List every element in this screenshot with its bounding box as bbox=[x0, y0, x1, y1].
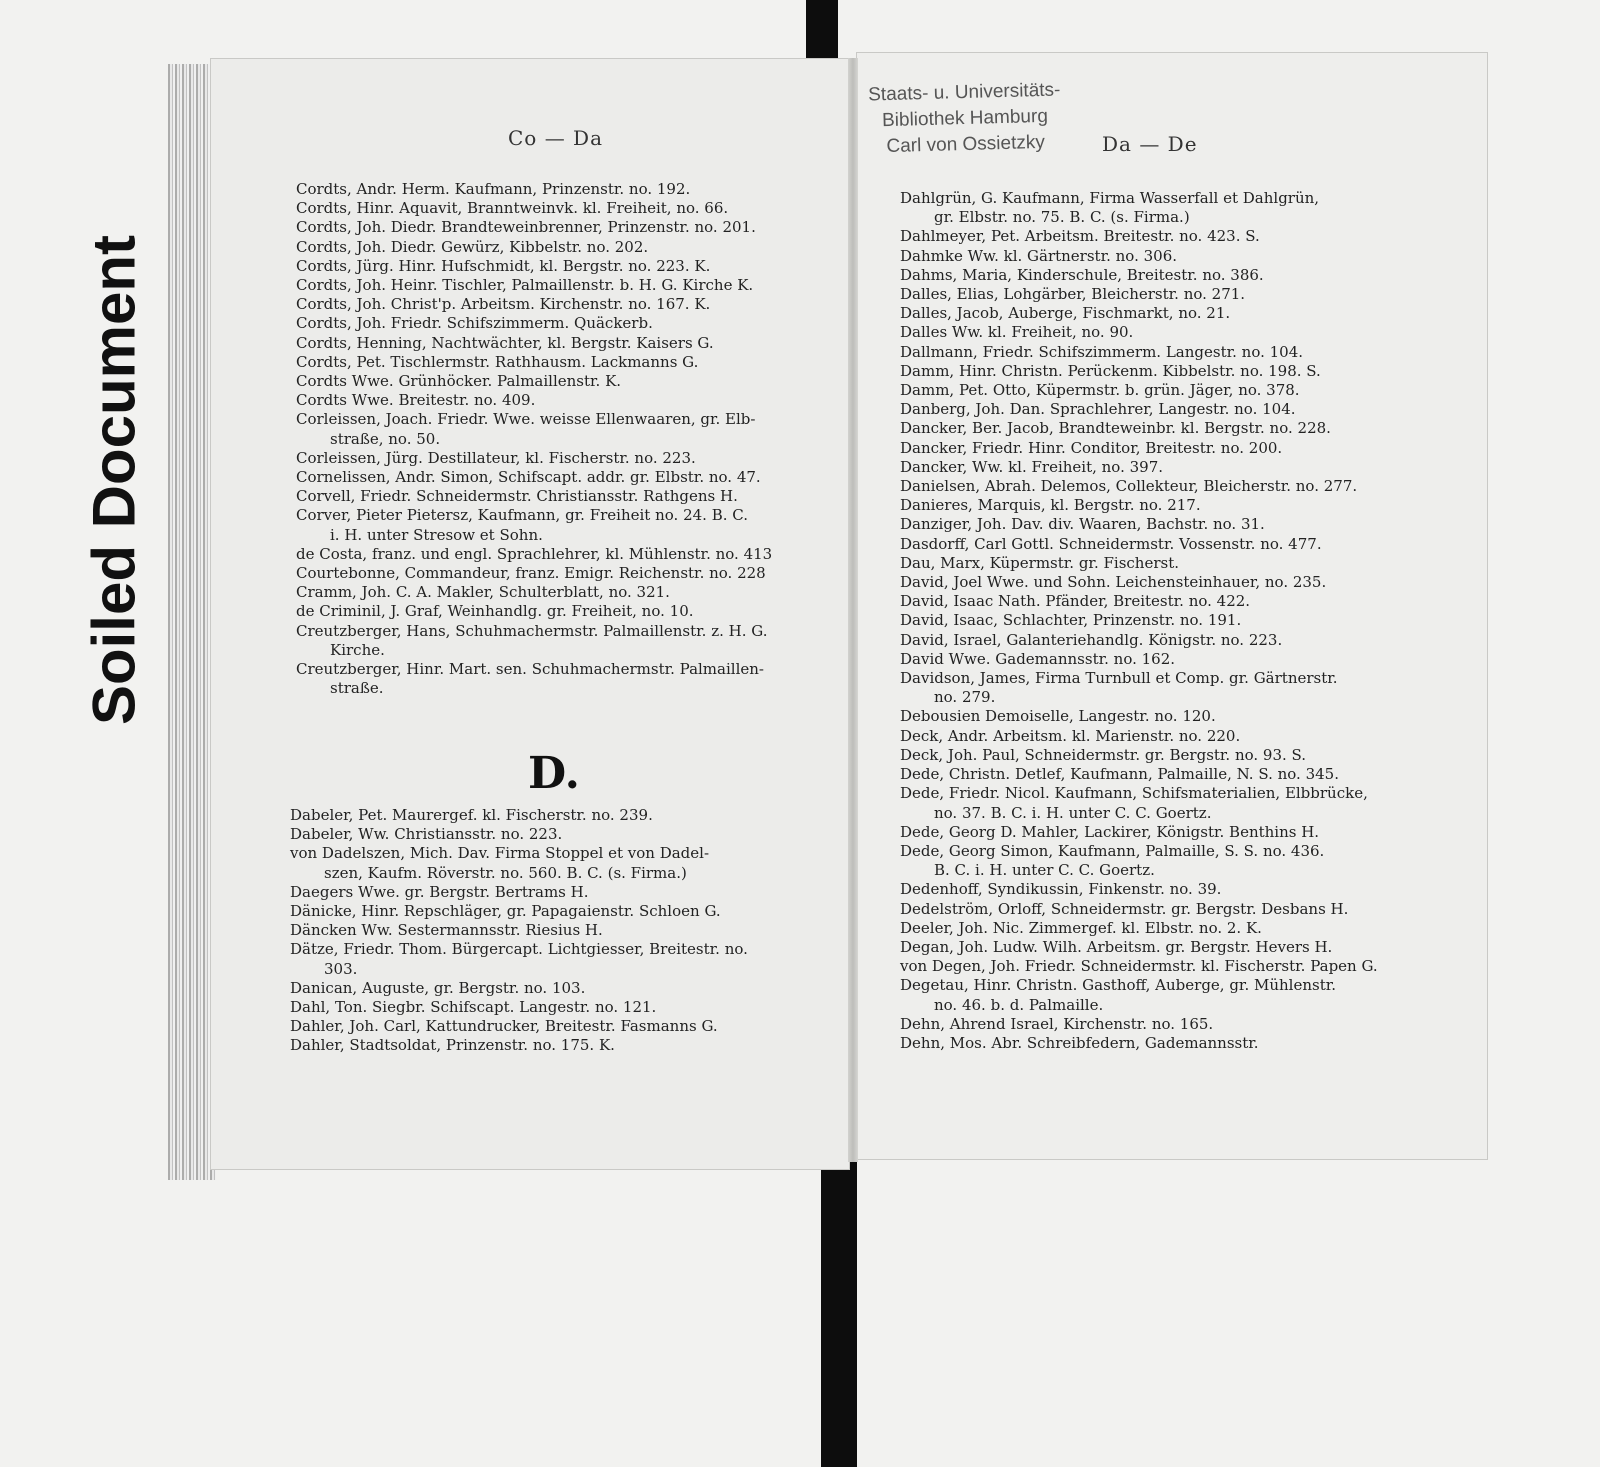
directory-entry: Corver, Pieter Pietersz, Kaufmann, gr. Freiheit no. 24. B. C. bbox=[296, 506, 748, 525]
directory-entry-continuation: gr. Elbstr. no. 75. B. C. (s. Firma.) bbox=[934, 208, 1190, 227]
directory-entry: von Degen, Joh. Friedr. Schneidermstr. kl. Fischerstr. Papen G. bbox=[900, 957, 1378, 976]
directory-entry: Dede, Georg Simon, Kaufmann, Palmaille, S. S. no. 436. bbox=[900, 841, 1325, 860]
directory-entry: Danican, Auguste, gr. Bergstr. no. 103. bbox=[290, 978, 586, 997]
directory-entry: Dahler, Joh. Carl, Kattundrucker, Breitestr. Fasmanns G. bbox=[290, 1017, 718, 1036]
directory-entry: de Costa, franz. und engl. Sprachlehrer, kl. Mühlenstr. no. 413 bbox=[296, 544, 773, 563]
directory-entry: Danziger, Joh. Dav. div. Waaren, Bachstr. no. 31. bbox=[900, 515, 1265, 534]
directory-entry: Cordts, Jürg. Hinr. Hufschmidt, kl. Bergstr. no. 223. K. bbox=[296, 256, 711, 275]
directory-entry: Dau, Marx, Küpermstr. gr. Fischerst. bbox=[900, 553, 1179, 572]
directory-entry: Dancker, Ber. Jacob, Brandteweinbr. kl. Bergstr. no. 228. bbox=[900, 419, 1331, 438]
directory-entry: Courtebonne, Commandeur, franz. Emigr. Reichenstr. no. 228 bbox=[296, 564, 766, 583]
directory-entry: Degetau, Hinr. Christn. Gasthoff, Auberge, gr. Mühlenstr. bbox=[900, 976, 1337, 995]
directory-entry: Damm, Pet. Otto, Küpermstr. b. grün. Jäger, no. 378. bbox=[900, 381, 1300, 400]
stamp-line: Bibliothek Hamburg bbox=[881, 105, 1049, 132]
directory-entry: Cordts, Henning, Nachtwächter, kl. Bergstr. Kaisers G. bbox=[296, 333, 714, 352]
directory-entry: Dalles Ww. kl. Freiheit, no. 90. bbox=[900, 323, 1134, 342]
directory-entry: Cordts, Joh. Heinr. Tischler, Palmaillenstr. b. H. G. Kirche K. bbox=[296, 276, 754, 295]
directory-entry-continuation: B. C. i. H. unter C. C. Goertz. bbox=[934, 861, 1155, 880]
directory-entry: Deck, Joh. Paul, Schneidermstr. gr. Bergstr. no. 93. S. bbox=[900, 745, 1307, 764]
directory-entry: Deeler, Joh. Nic. Zimmergef. kl. Elbstr. no. 2. K. bbox=[900, 918, 1262, 937]
directory-entry: David, Israel, Galanteriehandlg. Königstr. no. 223. bbox=[900, 630, 1283, 649]
directory-entry: Cordts, Joh. Diedr. Brandteweinbrenner, Prinzenstr. no. 201. bbox=[296, 218, 756, 237]
page-edge-stack bbox=[168, 64, 216, 1180]
directory-entry: Creutzberger, Hans, Schuhmachermstr. Palmaillenstr. z. H. G. bbox=[296, 621, 768, 640]
directory-entry: Corleissen, Joach. Friedr. Wwe. weisse Ellenwaaren, gr. Elb- bbox=[296, 410, 756, 429]
directory-entry: Cordts, Joh. Friedr. Schifszimmerm. Quäckerb. bbox=[296, 314, 653, 333]
directory-entry: Dätze, Friedr. Thom. Bürgercapt. Lichtgiesser, Breitestr. no. bbox=[290, 940, 748, 959]
left-d-entries-list bbox=[290, 806, 810, 1056]
directory-entry: Cordts Wwe. Breitestr. no. 409. bbox=[296, 391, 536, 410]
directory-entry: Deck, Andr. Arbeitsm. kl. Marienstr. no. 220. bbox=[900, 726, 1241, 745]
directory-entry: Däncken Ww. Sestermannsstr. Riesius H. bbox=[290, 921, 603, 940]
directory-entry: Dedelström, Orloff, Schneidermstr. gr. Bergstr. Desbans H. bbox=[900, 899, 1349, 918]
directory-entry: Davidson, James, Firma Turnbull et Comp. gr. Gärtnerstr. bbox=[900, 669, 1338, 688]
directory-entry: Dede, Christn. Detlef, Kaufmann, Palmaille, N. S. no. 345. bbox=[900, 765, 1339, 784]
directory-entry-continuation: 303. bbox=[324, 959, 358, 978]
directory-entry: von Dadelszen, Mich. Dav. Firma Stoppel et von Dadel- bbox=[290, 844, 710, 863]
directory-entry: Dahms, Maria, Kinderschule, Breitestr. no. 386. bbox=[900, 265, 1264, 284]
directory-entry: David, Isaac, Schlachter, Prinzenstr. no. 191. bbox=[900, 611, 1242, 630]
directory-entry: Creutzberger, Hinr. Mart. sen. Schuhmachermstr. Palmaillen- bbox=[296, 660, 764, 679]
directory-entry: Cordts, Pet. Tischlermstr. Rathhausm. Lackmanns G. bbox=[296, 352, 699, 371]
directory-entry: Dahlgrün, G. Kaufmann, Firma Wasserfall et Dahlgrün, bbox=[900, 189, 1320, 207]
directory-entry: David, Isaac Nath. Pfänder, Breitestr. no. 422. bbox=[900, 592, 1251, 611]
directory-entry: Debousien Demoiselle, Langestr. no. 120. bbox=[900, 707, 1216, 726]
directory-entry-continuation: no. 46. b. d. Palmaille. bbox=[934, 995, 1104, 1014]
directory-entry: Dahmke Ww. kl. Gärtnerstr. no. 306. bbox=[900, 246, 1178, 265]
directory-entry: Cordts, Hinr. Aquavit, Branntweinvk. kl. Freiheit, no. 66. bbox=[296, 199, 729, 218]
directory-entry: Cordts, Joh. Christ'p. Arbeitsm. Kirchenstr. no. 167. K. bbox=[296, 295, 711, 314]
directory-entry: Dedenhoff, Syndikussin, Finkenstr. no. 39. bbox=[900, 880, 1222, 899]
directory-entry: Cordts, Andr. Herm. Kaufmann, Prinzenstr. no. 192. bbox=[296, 180, 691, 198]
directory-entry-continuation: straße. bbox=[330, 679, 384, 698]
directory-entry: Dalles, Jacob, Auberge, Fischmarkt, no. 21. bbox=[900, 304, 1231, 323]
book-gutter bbox=[848, 58, 858, 1162]
directory-entry: Dalles, Elias, Lohgärber, Bleicherstr. no. 271. bbox=[900, 285, 1246, 304]
left-entries-list bbox=[296, 180, 816, 698]
directory-entry-continuation: no. 37. B. C. i. H. unter C. C. Goertz. bbox=[934, 803, 1212, 822]
directory-entry: Dabeler, Ww. Christiansstr. no. 223. bbox=[290, 825, 563, 844]
stamp-line: Staats- u. Universitäts- bbox=[867, 79, 1061, 106]
directory-entry: Dahl, Ton. Siegbr. Schifscapt. Langestr. no. 121. bbox=[290, 998, 657, 1017]
directory-entry-continuation: no. 279. bbox=[934, 688, 996, 707]
directory-entry: Dahlmeyer, Pet. Arbeitsm. Breitestr. no. 423. S. bbox=[900, 227, 1260, 246]
left-page-header: Co — Da bbox=[508, 126, 604, 150]
directory-entry: Corvell, Friedr. Schneidermstr. Christiansstr. Rathgens H. bbox=[296, 487, 738, 506]
directory-entry-continuation: Kirche. bbox=[330, 640, 385, 659]
directory-entry: Dehn, Ahrend Israel, Kirchenstr. no. 165. bbox=[900, 1014, 1214, 1033]
directory-entry: Danielsen, Abrah. Delemos, Collekteur, Bleicherstr. no. 277. bbox=[900, 477, 1358, 496]
directory-entry-continuation: szen, Kaufm. Röverstr. no. 560. B. C. (s. Firma.) bbox=[324, 863, 687, 882]
directory-entry: Dehn, Mos. Abr. Schreibfedern, Gademannsstr. bbox=[900, 1033, 1259, 1052]
directory-entry: Dede, Friedr. Nicol. Kaufmann, Schifsmaterialien, Elbbrücke, bbox=[900, 784, 1368, 803]
soiled-document-label bbox=[62, 220, 166, 740]
binding-spine-bottom bbox=[821, 1160, 857, 1467]
directory-entry: Dänicke, Hinr. Repschläger, gr. Papagaienstr. Schloen G. bbox=[290, 902, 721, 921]
directory-entry: Cordts Wwe. Grünhöcker. Palmaillenstr. K. bbox=[296, 372, 622, 391]
directory-entry-continuation: i. H. unter Stresow et Sohn. bbox=[330, 525, 543, 544]
directory-entry: Cramm, Joh. C. A. Makler, Schulterblatt, no. 321. bbox=[296, 583, 670, 602]
directory-entry: Dancker, Friedr. Hinr. Conditor, Breitestr. no. 200. bbox=[900, 438, 1283, 457]
directory-entry: Degan, Joh. Ludw. Wilh. Arbeitsm. gr. Bergstr. Hevers H. bbox=[900, 937, 1333, 956]
directory-entry: Dahler, Stadtsoldat, Prinzenstr. no. 175. K. bbox=[290, 1036, 615, 1055]
directory-entry: Danieres, Marquis, kl. Bergstr. no. 217. bbox=[900, 496, 1201, 515]
stamp-line: Carl von Ossietzky bbox=[886, 131, 1046, 158]
soiled-document-text: Soiled Document bbox=[80, 234, 148, 726]
binding-spine-top bbox=[806, 0, 838, 62]
directory-entry: David, Joel Wwe. und Sohn. Leichensteinhauer, no. 235. bbox=[900, 573, 1327, 592]
directory-entry: Danberg, Joh. Dan. Sprachlehrer, Langestr. no. 104. bbox=[900, 400, 1296, 419]
directory-entry: Dabeler, Pet. Maurergef. kl. Fischerstr. no. 239. bbox=[290, 806, 653, 824]
directory-entry: Dallmann, Friedr. Schifszimmerm. Langestr. no. 104. bbox=[900, 342, 1304, 361]
directory-entry: Damm, Hinr. Christn. Perückenm. Kibbelstr. no. 198. S. bbox=[900, 361, 1321, 380]
right-entries-list bbox=[900, 189, 1420, 1053]
right-page-header: Da — De bbox=[1102, 132, 1198, 156]
directory-entry: Dasdorff, Carl Gottl. Schneidermstr. Vossenstr. no. 477. bbox=[900, 534, 1322, 553]
directory-entry-continuation: straße, no. 50. bbox=[330, 429, 441, 448]
directory-entry: Cordts, Joh. Diedr. Gewürz, Kibbelstr. no. 202. bbox=[296, 237, 649, 256]
library-stamp bbox=[859, 77, 1071, 160]
directory-entry: Daegers Wwe. gr. Bergstr. Bertrams H. bbox=[290, 882, 589, 901]
directory-entry: Cornelissen, Andr. Simon, Schifscapt. addr. gr. Elbstr. no. 47. bbox=[296, 468, 761, 487]
section-letter: D. bbox=[528, 748, 580, 799]
directory-entry: Corleissen, Jürg. Destillateur, kl. Fischerstr. no. 223. bbox=[296, 448, 696, 467]
directory-entry: Dancker, Ww. kl. Freiheit, no. 397. bbox=[900, 457, 1164, 476]
directory-entry: Dede, Georg D. Mahler, Lackirer, Königstr. Benthins H. bbox=[900, 822, 1320, 841]
directory-entry: de Criminil, J. Graf, Weinhandlg. gr. Freiheit, no. 10. bbox=[296, 602, 694, 621]
directory-entry: David Wwe. Gademannsstr. no. 162. bbox=[900, 649, 1176, 668]
